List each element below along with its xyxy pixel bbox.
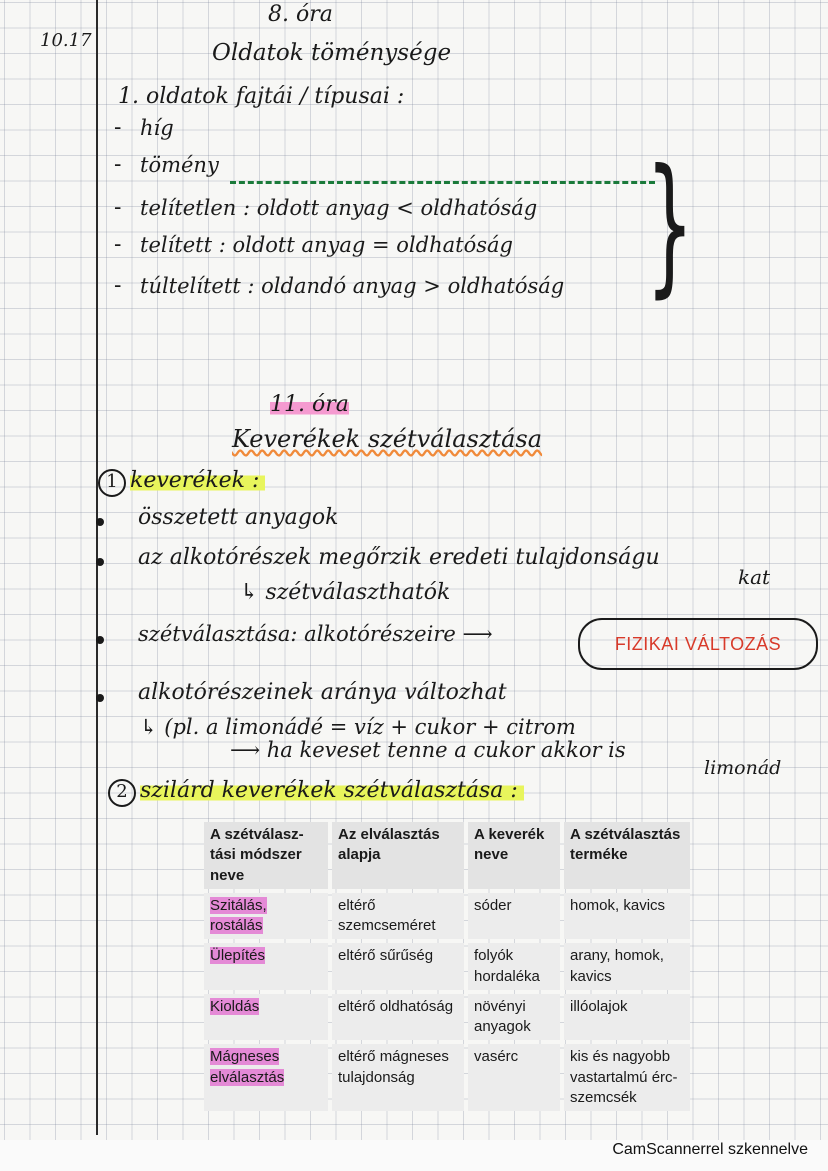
table-row xyxy=(204,943,690,990)
column-header: A keverék neve xyxy=(468,822,560,889)
section-1-heading xyxy=(98,468,265,497)
bullet-text: összetett anyagok xyxy=(138,505,339,530)
table-cell: arany, homok, kavics xyxy=(564,943,690,990)
table-cell: növényi anyagok xyxy=(468,994,560,1041)
example-note-2: ⟶ ha keveset tenne a cukor akkor is xyxy=(230,738,626,762)
method-name: Kioldás xyxy=(210,997,260,1015)
arrow-icon: ⟶ xyxy=(462,622,493,646)
method-cell xyxy=(204,893,328,940)
table-cell: vasérc xyxy=(468,1044,560,1111)
list-item: telítetlen : oldott anyag < oldhatóság xyxy=(140,196,538,220)
table-row xyxy=(204,1044,690,1111)
physical-change-label: FIZIKAI VÁLTOZÁS xyxy=(578,618,818,670)
page-title: Oldatok töménysége xyxy=(212,40,452,66)
separation-methods-table xyxy=(200,818,694,1115)
table-row xyxy=(204,994,690,1041)
list-item: híg xyxy=(140,116,174,140)
table-cell: sóder xyxy=(468,893,560,940)
example-note-3: limonád xyxy=(704,757,782,779)
list-item: tömény xyxy=(140,153,219,177)
example-note: ↳ (pl. a limonádé = víz + cukor + citrom xyxy=(140,715,576,739)
list-bullet: - xyxy=(114,273,122,298)
list-bullet: - xyxy=(114,152,122,177)
table-cell: eltérő oldhatóság xyxy=(332,994,464,1041)
method-cell xyxy=(204,943,328,990)
section-1-number: 1 xyxy=(98,469,126,497)
list-bullet: - xyxy=(114,115,122,140)
section-2-number: 2 xyxy=(108,779,136,807)
method-cell xyxy=(204,994,328,1041)
table-cell: eltérő szemcseméret xyxy=(332,893,464,940)
method-name: Szitálás, rostálás xyxy=(210,896,267,934)
section-title xyxy=(232,425,542,457)
table-row xyxy=(204,893,690,940)
bullet-text-main: szétválasztása: alkotórészeire xyxy=(138,622,456,646)
lesson-number-2 xyxy=(270,392,349,417)
green-dashed-line xyxy=(230,181,655,184)
table-cell: eltérő mágneses tulajdonság xyxy=(332,1044,464,1111)
lesson-number: 8. óra xyxy=(268,2,333,27)
section-1-heading-text: keverékek : xyxy=(130,468,265,493)
table-cell: kis és nagyobb vastartalmú érc-szemcsék xyxy=(564,1044,690,1111)
bullet-text xyxy=(138,622,493,646)
section-title-text: Keverékek szétválasztása xyxy=(232,425,543,453)
bullet-text: alkotórészeinek aránya változhat xyxy=(138,680,507,705)
table-cell: homok, kavics xyxy=(564,893,690,940)
bullet-dot xyxy=(96,694,104,702)
column-header: A szétválasztás terméke xyxy=(564,822,690,889)
lesson-number-2-text: 11. óra xyxy=(270,392,349,417)
list-item: telített : oldott anyag = oldhatóság xyxy=(140,233,513,257)
section-2-heading-text: szilárd keverékek szétválasztása : xyxy=(140,778,524,803)
types-heading: 1. oldatok fajtái / típusai : xyxy=(118,84,405,109)
section-2-heading xyxy=(108,778,524,807)
table-cell: eltérő sűrűség xyxy=(332,943,464,990)
list-item: túltelített : oldandó anyag > oldhatóság xyxy=(140,274,565,298)
column-header: Az elválasztás alapja xyxy=(332,822,464,889)
method-cell xyxy=(204,1044,328,1111)
margin-line xyxy=(96,0,98,1135)
bullet-dot xyxy=(96,558,104,566)
arrow-note: ↳ szétválaszthatók xyxy=(240,580,451,605)
date: 10.17 xyxy=(40,30,92,51)
table-cell: folyók hordaléka xyxy=(468,943,560,990)
table-header-row xyxy=(204,822,690,889)
bullet-text: az alkotórészek megőrzik eredeti tulajdonságu xyxy=(138,545,660,570)
list-bullet: - xyxy=(114,195,122,220)
bullet-dot xyxy=(96,518,104,526)
bullet-text-continued: kat xyxy=(738,565,771,589)
scanner-watermark: CamScannerrel szkennelve xyxy=(612,1141,808,1158)
list-bullet: - xyxy=(114,232,122,257)
table-cell: illóolajok xyxy=(564,994,690,1041)
method-name: Ülepítés xyxy=(210,947,266,965)
column-header: A szétválasz-tási módszer neve xyxy=(204,822,328,889)
method-name: Mágneses elválasztás xyxy=(210,1048,285,1086)
right-brace: } xyxy=(646,138,694,312)
bullet-dot xyxy=(96,636,104,644)
